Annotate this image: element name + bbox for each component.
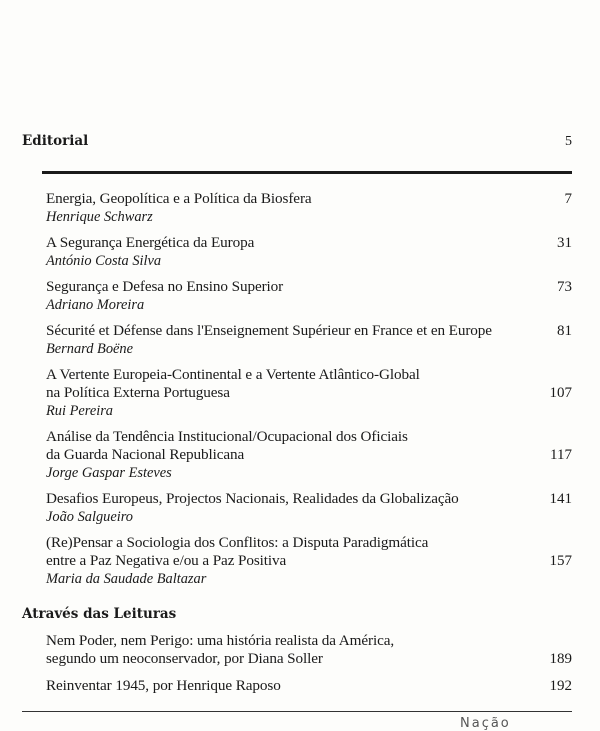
entry-author: Jorge Gaspar Esteves: [46, 465, 172, 481]
entry-page-number: 107: [549, 385, 572, 401]
entry-page-number: 117: [550, 447, 572, 463]
toc-entry[interactable]: [46, 190, 572, 226]
entry-author: Adriano Moreira: [46, 297, 145, 313]
toc-entry[interactable]: [46, 234, 572, 270]
toc-entry[interactable]: [46, 278, 572, 314]
entry-author: António Costa Silva: [46, 253, 162, 269]
entry-page-number: 31: [557, 235, 572, 251]
toc-entry[interactable]: [46, 490, 572, 526]
entry-title: Reinventar 1945, por Henrique Raposo: [46, 677, 281, 694]
section-divider: [42, 171, 572, 174]
footer-divider: [22, 711, 572, 712]
footer-journal-name: Nação: [460, 716, 511, 731]
entry-title-line: da Guarda Nacional Republicana: [46, 446, 245, 463]
entry-author: Bernard Boëne: [46, 341, 133, 357]
entry-author: Maria da Saudade Baltazar: [46, 571, 207, 587]
entry-title-line: entre a Paz Negativa e/ou a Paz Positiva: [46, 552, 287, 569]
entry-title: A Segurança Energética da Europa: [46, 234, 255, 251]
section-title: Através das Leituras: [22, 606, 177, 622]
section-page-number: 5: [565, 134, 572, 149]
entry-page-number: 73: [557, 279, 572, 295]
toc-entry[interactable]: [46, 677, 572, 695]
entry-page-number: 81: [557, 323, 572, 339]
entry-title-line: segundo um neoconservador, por Diana Soller: [46, 650, 323, 667]
entry-page-number: 157: [549, 553, 572, 569]
entry-page-number: 189: [549, 651, 572, 667]
entry-title-line: Análise da Tendência Institucional/Ocupacional dos Oficiais: [46, 428, 408, 445]
entry-title-line: na Política Externa Portuguesa: [46, 384, 230, 401]
entry-title-line: A Vertente Europeia-Continental e a Vertente Atlântico-Global: [46, 366, 420, 383]
entry-page-number: 141: [549, 491, 572, 507]
entry-page-number: 192: [549, 678, 572, 694]
entry-author: João Salgueiro: [46, 509, 133, 525]
toc-entry[interactable]: [46, 366, 572, 420]
entry-title: Segurança e Defesa no Ensino Superior: [46, 278, 284, 295]
section-editorial: [22, 133, 572, 150]
section-leituras: [22, 606, 176, 622]
toc-entry[interactable]: [46, 428, 572, 482]
toc-entry[interactable]: [46, 322, 572, 358]
entry-author: Henrique Schwarz: [46, 209, 153, 225]
entry-title: Desafios Europeus, Projectos Nacionais, Realidades da Globalização: [46, 490, 459, 507]
toc-entry[interactable]: [46, 534, 572, 588]
section-title: Editorial: [22, 133, 89, 149]
entry-page-number: 7: [564, 191, 572, 207]
entry-author: Rui Pereira: [46, 403, 114, 419]
toc-entry[interactable]: [46, 632, 572, 668]
entry-title-line: Nem Poder, nem Perigo: uma história realista da América,: [46, 632, 395, 649]
entry-title: Energia, Geopolítica e a Política da Biosfera: [46, 190, 312, 207]
entry-title: Sécurité et Défense dans l'Enseignement Supérieur en France et en Europe: [46, 322, 492, 339]
entry-title-line: (Re)Pensar a Sociologia dos Conflitos: a Disputa Paradigmática: [46, 534, 429, 551]
